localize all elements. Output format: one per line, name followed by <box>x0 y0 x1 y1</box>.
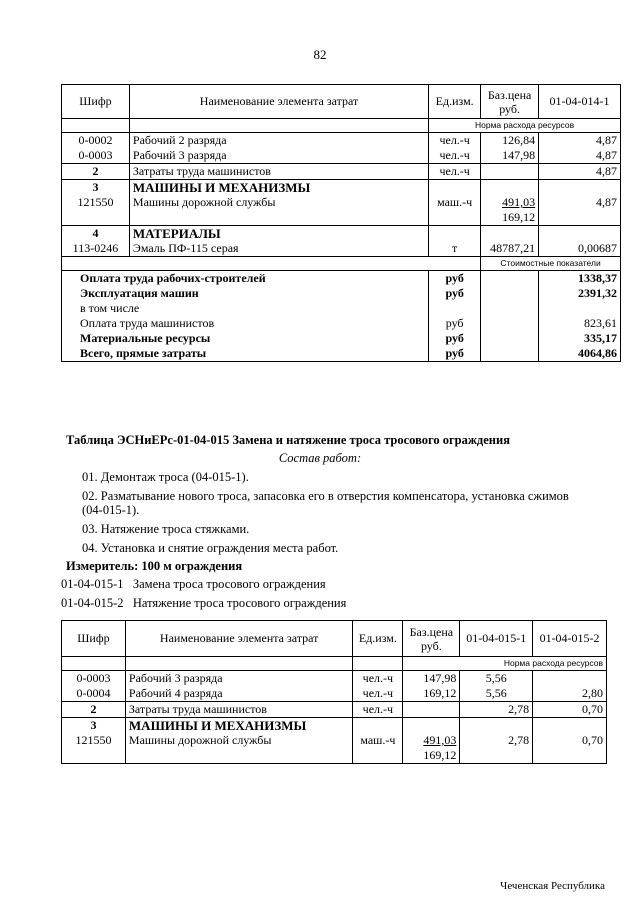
table-title: Таблица ЭСНиЕРс-01-04-015 Замена и натяжение троса тросового ограждения <box>66 433 510 447</box>
header-norm: 01-04-014-1 <box>539 85 621 119</box>
table-row: 0-0003 Рабочий 3 разряда чел.-ч 147,98 4,87 <box>62 148 621 164</box>
footer-region: Чеченская Республика <box>500 880 605 892</box>
measure: Измеритель: 100 м ограждения <box>66 559 243 573</box>
norm-label: Норма расхода ресурсов <box>403 657 607 671</box>
item-line: 01-04-015-1 Замена троса тросового ограждения <box>61 577 326 591</box>
work-item: (04-015-1). <box>82 503 140 517</box>
header-price: Баз.цена руб. <box>481 85 539 119</box>
page-number: 82 <box>313 47 327 62</box>
cost-row: Эксплуатация машин руб 2391,32 <box>62 286 621 301</box>
item-line: 01-04-015-2 Натяжение троса тросового ограждения <box>61 596 347 610</box>
table-row: 113-0246 Эмаль ПФ-115 серая т 48787,21 0,00687 <box>62 241 621 257</box>
cost-row: Всего, прямые затраты руб 4064,86 <box>62 346 621 362</box>
header-norm-1: 01-04-015-1 <box>460 621 533 657</box>
work-item: 01. Демонтаж троса (04-015-1). <box>82 470 249 484</box>
header-code: Шифр <box>62 621 126 657</box>
table-row: 0-0004 Рабочий 4 разряда чел.-ч 169,12 5,56 2,80 <box>62 686 607 702</box>
header-name: Наименование элемента затрат <box>125 621 352 657</box>
header-norm-2: 01-04-015-2 <box>533 621 607 657</box>
section-row: 3 МАШИНЫ И МЕХАНИЗМЫ <box>62 180 621 196</box>
header-code: Шифр <box>62 85 130 119</box>
table-row: 2 Затраты труда машинистов чел.-ч 4,87 <box>62 164 621 180</box>
table-row: 121550 Машины дорожной службы маш.-ч 491,03 169,12 2,78 0,70 <box>62 733 607 764</box>
section-row: 4 МАТЕРИАЛЫ <box>62 226 621 242</box>
table-header <box>62 85 621 119</box>
cost-label: Стоимостные показатели <box>481 257 621 271</box>
cost-row: Материальные ресурсы руб 335,17 <box>62 331 621 346</box>
table-header <box>62 621 607 657</box>
norm-label: Норма расхода ресурсов <box>429 119 621 133</box>
table-row: 2 Затраты труда машинистов чел.-ч 2,78 0,70 <box>62 702 607 718</box>
work-item: 02. Разматывание нового троса, запасовка его в отверстия компенсатора, установка сжимов <box>82 489 569 503</box>
work-item: 03. Натяжение троса стяжками. <box>82 522 250 536</box>
work-item: 04. Установка и снятие ограждения места работ. <box>82 541 339 555</box>
header-unit: Ед.изм. <box>429 85 481 119</box>
resource-table-1 <box>61 84 621 362</box>
resource-table-2 <box>61 620 607 764</box>
cost-row: Оплата труда рабочих-строителей руб 1338,37 <box>62 271 621 287</box>
header-price: Баз.цена руб. <box>403 621 460 657</box>
cost-label-row <box>62 257 621 271</box>
table-row: 121550 Машины дорожной службы маш.-ч 491,03 169,12 4,87 <box>62 195 621 226</box>
header-unit: Ед.изм. <box>353 621 403 657</box>
section-row: 3 МАШИНЫ И МЕХАНИЗМЫ <box>62 718 607 734</box>
work-header: Состав работ: <box>278 451 362 465</box>
header-name: Наименование элемента затрат <box>129 85 428 119</box>
norm-label-row <box>62 119 621 133</box>
table-row: 0-0002 Рабочий 2 разряда чел.-ч 126,84 4,87 <box>62 133 621 149</box>
cost-row: в том числе <box>62 301 621 316</box>
table-row: 0-0003 Рабочий 3 разряда чел.-ч 147,98 5,56 <box>62 671 607 687</box>
cost-row: Оплата труда машинистов руб 823,61 <box>62 316 621 331</box>
norm-label-row <box>62 657 607 671</box>
